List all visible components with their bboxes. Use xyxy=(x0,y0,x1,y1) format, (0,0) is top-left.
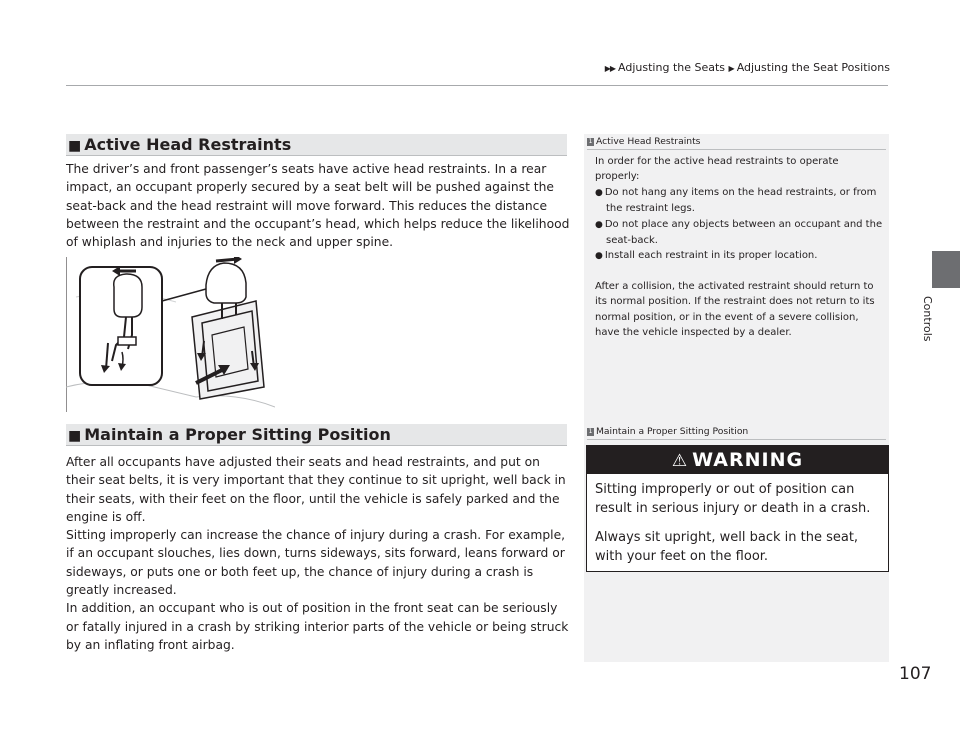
note-title-text: Maintain a Proper Sitting Position xyxy=(596,426,749,437)
section-body-active-head-restraints xyxy=(66,160,570,251)
chapter-tab-marker xyxy=(932,251,960,288)
note-intro: In order for the active head restraints to operate properly: xyxy=(595,156,839,183)
section-square-icon: ■ xyxy=(68,428,82,444)
note-rule xyxy=(587,439,886,440)
warning-paragraph: Always sit upright, well back in the seat, with your feet on the floor. xyxy=(595,530,859,564)
note-closing: After a collision, the activated restraint should return to its normal position. If the restraint does not return to its normal position, or in the event of a severe collision, have the vehicle inspected by a dealer. xyxy=(595,280,875,339)
note-title-sitting-position xyxy=(587,426,748,437)
breadcrumb-item: Adjusting the Seats xyxy=(618,61,726,74)
warning-triangle-icon: ⚠ xyxy=(671,451,689,471)
warning-text xyxy=(587,474,888,566)
note-marker-icon: 1 xyxy=(588,138,593,145)
note-bullet-list xyxy=(595,185,883,265)
warning-box xyxy=(586,445,889,572)
seat-diagram-icon xyxy=(66,257,275,412)
section-title: Active Head Restraints xyxy=(84,135,292,154)
warning-label: WARNING xyxy=(692,449,804,471)
note-rule xyxy=(587,149,886,150)
paragraph: The driver’s and front passenger’s seats have active head restraints. In a rear impact, an occupant properly secured by a seat belt will be pushed against the seat-back and the head restraint will move forward. This reduces the distance between the restraint and the occupant’s head, which helps reduce the likelihood of whiplash and injuries to the neck and upper spine. xyxy=(66,162,570,250)
note-body-active-head-restraints xyxy=(595,154,883,340)
breadcrumb-item: Adjusting the Seat Positions xyxy=(736,61,890,74)
paragraph: In addition, an occupant who is out of position in the front seat can be seriously or fatally injured in a crash by striking interior parts of the vehicle or being struck by an inflating front airbag. xyxy=(66,601,569,652)
note-title-active-head-restraints xyxy=(587,136,700,147)
breadcrumb-arrow-icon: ▶▶ xyxy=(604,64,616,73)
warning-header xyxy=(587,446,888,474)
paragraph: Sitting improperly can increase the chance of injury during a crash. For example, if an occupant slouches, lies down, turns sideways, sits forward, leans forward or sideways, or puts one or both feet up, the chance of injury during a crash is greatly increased. xyxy=(66,528,566,598)
note-title-text: Active Head Restraints xyxy=(596,136,701,147)
breadcrumb xyxy=(605,61,890,74)
header-rule xyxy=(66,85,888,86)
head-restraint-illustration xyxy=(66,257,275,412)
list-item: ● Do not place any objects between an occupant and the seat-back. xyxy=(595,217,883,249)
note-marker-icon: 1 xyxy=(588,428,593,435)
section-heading-sitting-position xyxy=(66,424,567,446)
warning-paragraph: Sitting improperly or out of position can result in serious injury or death in a crash. xyxy=(595,482,871,516)
section-body-sitting-position xyxy=(66,453,570,654)
list-item: ● Install each restraint in its proper location. xyxy=(595,248,883,264)
section-square-icon: ■ xyxy=(68,138,82,154)
breadcrumb-arrow-icon: ▶ xyxy=(728,64,734,73)
chapter-tab-label: Controls xyxy=(921,296,934,342)
page-number: 107 xyxy=(899,664,932,684)
section-heading-active-head-restraints xyxy=(66,134,567,156)
section-title: Maintain a Proper Sitting Position xyxy=(84,425,391,444)
paragraph: After all occupants have adjusted their seats and head restraints, and put on their seat belts, it is very important that they continue to sit upright, well back in their seats, with their feet on the floor, until the vehicle is safely parked and the engine is off. xyxy=(66,455,566,524)
list-item: ● Do not hang any items on the head restraints, or from the restraint legs. xyxy=(595,185,883,217)
